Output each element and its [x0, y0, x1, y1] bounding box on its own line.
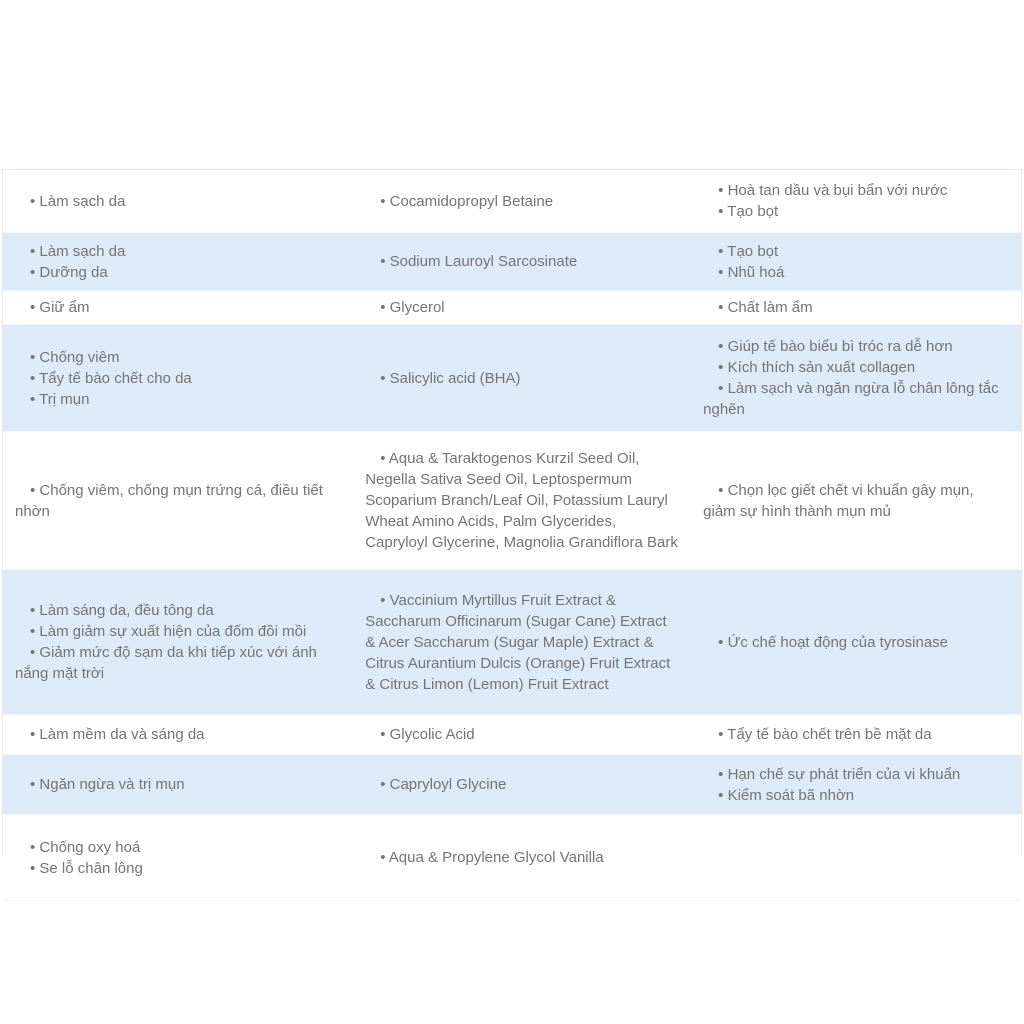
bullet-item: • Làm mềm da và sáng da: [30, 726, 205, 743]
functions-cell: [3, 235, 353, 289]
effects-cell: [691, 235, 1021, 289]
bullet-item: • Salicylic acid (BHA): [380, 369, 521, 387]
bullet-item: • Kích thích sản xuất collagen: [718, 359, 916, 376]
bullet-item: • Chất làm ẩm: [718, 299, 813, 316]
ingredient-cell: [353, 768, 691, 801]
effects-cell: [691, 291, 1021, 324]
ingredient-cell: [353, 185, 691, 218]
bullet-item: • Chống oxy hoá: [30, 838, 141, 856]
functions-cell: [3, 291, 353, 324]
functions-cell: [3, 185, 353, 218]
functions-cell: [3, 594, 353, 690]
bullet-item: • Glycerol: [380, 299, 445, 316]
table-row: [3, 325, 1021, 432]
functions-cell: [3, 718, 353, 751]
bullet-item: • Ngăn ngừa và trị mụn: [30, 776, 185, 793]
effects-cell: [691, 852, 1021, 864]
bullet-item: • Làm sạch da: [30, 242, 126, 260]
table-row: [3, 432, 1021, 570]
ingredient-cell: [353, 584, 691, 701]
ingredient-cell: [353, 841, 691, 874]
bullet-item: • Hoà tan dầu và bụi bẩn với nước: [718, 182, 948, 199]
ingredients-table: [2, 169, 1022, 877]
table-row: [3, 291, 1021, 325]
bullet-item: • Làm sáng da, đều tông da: [30, 602, 214, 619]
bullet-item: • Giảm mức độ sạm da khi tiếp xúc với ánh nắng mặt trời: [15, 644, 317, 682]
effects-cell: [691, 626, 1021, 659]
effects-cell: [691, 474, 1021, 528]
bullet-item: • Nhũ hoá: [718, 263, 785, 281]
bullet-item: • Làm sạch và ngăn ngừa lỗ chân lông tắc nghẽn: [703, 380, 999, 418]
bullet-item: • Aqua & Taraktogenos Kurzil Seed Oil, Negella Sativa Seed Oil, Leptospermum Scoparium Branch/Leaf Oil, Potassium Lauryl Wheat Amino Acids, Palm Glycerides, Capryloyl Glycerine, Magnolia Grandiflora Bark: [365, 450, 678, 551]
ingredient-cell: [353, 442, 691, 559]
bullet-item: • Ức chế hoạt động của tyrosinase: [718, 633, 949, 651]
ingredient-cell: [353, 291, 691, 324]
bullet-item: • Se lỗ chân lông: [30, 859, 143, 877]
bullet-item: • Hạn chế sự phát triển của vi khuẩn: [718, 765, 961, 783]
bullet-item: • Tạo bọt: [718, 203, 779, 220]
ingredient-cell: [353, 245, 691, 278]
functions-cell: [3, 831, 353, 885]
table-row: [3, 815, 1021, 901]
ingredient-cell: [353, 718, 691, 751]
functions-cell: [3, 474, 353, 528]
bullet-item: • Tẩy tế bào chết trên bề mặt da: [718, 726, 932, 743]
functions-cell: [3, 341, 353, 416]
bullet-item: • Tạo bọt: [718, 242, 779, 260]
bullet-item: • Capryloyl Glycine: [380, 776, 507, 793]
bullet-item: • Kiểm soát bã nhờn: [718, 786, 855, 804]
bullet-item: • Giúp tế bào biểu bì tróc ra dễ hơn: [718, 338, 953, 355]
table-row: [3, 570, 1021, 715]
bullet-item: • Chọn lọc giết chết vi khuẩn gây mụn, giảm sự hình thành mụn mủ: [703, 481, 974, 520]
bullet-item: • Glycolic Acid: [380, 726, 475, 743]
table-row: [3, 233, 1021, 291]
table-row: [3, 715, 1021, 755]
bullet-item: • Trị mụn: [30, 390, 90, 408]
ingredient-cell: [353, 362, 691, 395]
functions-cell: [3, 768, 353, 801]
bullet-item: • Chống viêm: [30, 348, 120, 366]
bullet-item: • Vaccinium Myrtillus Fruit Extract & Saccharum Officinarum (Sugar Cane) Extract & Acer Saccharum (Sugar Maple) Extract & Citrus Aurantium Dulcis (Orange) Fruit Extract & Citrus Limon (Lemon) Fruit Extract: [365, 591, 671, 693]
bullet-item: • Làm giảm sự xuất hiện của đốm đồi mồi: [30, 623, 307, 640]
bullet-item: • Làm sạch da: [30, 192, 126, 210]
bullet-item: • Tẩy tế bào chết cho da: [30, 369, 192, 387]
effects-cell: [691, 718, 1021, 751]
effects-cell: [691, 330, 1021, 426]
bullet-item: • Sodium Lauroyl Sarcosinate: [380, 253, 578, 270]
effects-cell: [691, 758, 1021, 812]
bullet-item: • Aqua & Propylene Glycol Vanilla: [380, 849, 604, 866]
table-row: [3, 170, 1021, 233]
bullet-item: • Chống viêm, chống mụn trứng cá, điều tiết nhờn: [15, 481, 323, 520]
bullet-item: • Dưỡng da: [30, 263, 108, 281]
table-row: [3, 755, 1021, 815]
bullet-item: • Giữ ẩm: [30, 299, 90, 316]
bullet-item: • Cocamidopropyl Betaine: [380, 192, 554, 210]
effects-cell: [691, 174, 1021, 228]
